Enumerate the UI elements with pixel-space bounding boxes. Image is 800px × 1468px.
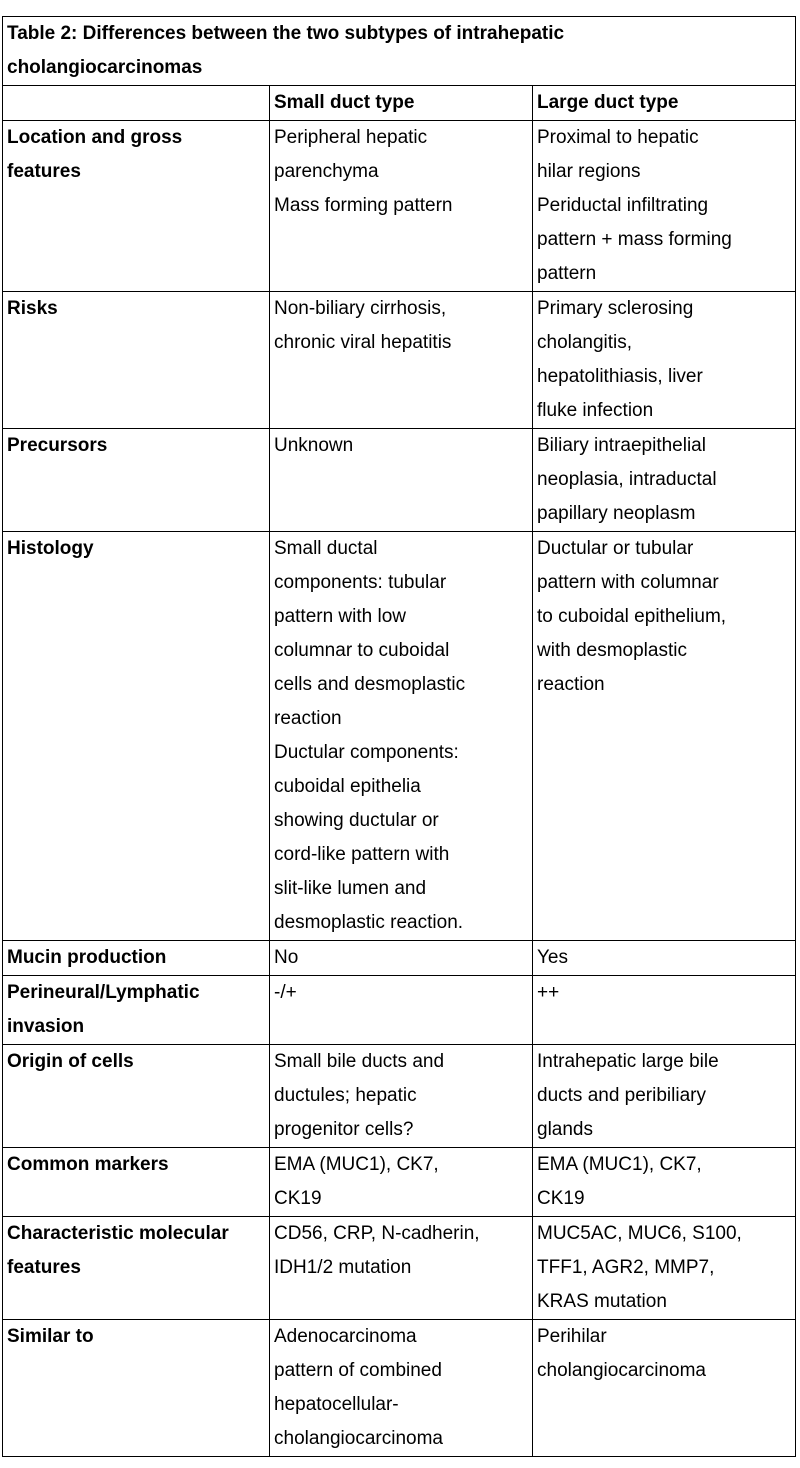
comparison-table (2, 16, 796, 1457)
small-duct-cell (270, 121, 533, 292)
cell-text-line: fluke infection (537, 400, 654, 421)
cell-text-line: Ductular or tubular (537, 538, 694, 559)
large-duct-cell (533, 1045, 796, 1148)
cell-text-line: neoplasia, intraductal (537, 469, 717, 490)
cell-text-line: KRAS mutation (537, 1291, 667, 1312)
cell-text-line: Origin of cells (7, 1051, 134, 1072)
cell-text-line: Periductal infiltrating (537, 195, 709, 216)
table-row (3, 532, 796, 941)
large-duct-cell (533, 1217, 796, 1320)
cell-text-line: pattern of combined (274, 1360, 442, 1381)
cell-text-line: Location and gross (7, 127, 183, 148)
table-row (3, 941, 796, 976)
cell-text-line: cells and desmoplastic (274, 674, 466, 695)
large-duct-cell (533, 1148, 796, 1217)
cell-text-line: Similar to (7, 1326, 94, 1347)
table-row (3, 1320, 796, 1457)
cell-text-line: invasion (7, 1016, 85, 1037)
cell-text-line: columnar to cuboidal (274, 640, 450, 661)
cell-text-line: cholangiocarcinoma (537, 1360, 706, 1381)
cell-text-line: parenchyma (274, 161, 379, 182)
table-row (3, 121, 796, 292)
cell-text-line: Mass forming pattern (274, 195, 453, 216)
cell-text-line: pattern with low (274, 606, 407, 627)
large-duct-cell (533, 121, 796, 292)
cell-text-line: Perihilar (537, 1326, 607, 1347)
small-duct-cell (270, 941, 533, 976)
cell-text-line: No (274, 947, 299, 968)
cell-text-line: Non-biliary cirrhosis, (274, 298, 447, 319)
cell-text-line: Perineural/Lymphatic (7, 982, 200, 1003)
small-duct-cell (270, 292, 533, 429)
cell-text-line: hilar regions (537, 161, 641, 182)
cell-text-line: Adenocarcinoma (274, 1326, 417, 1347)
cell-text-line: pattern (537, 263, 597, 284)
cell-text-line: Intrahepatic large bile (537, 1051, 719, 1072)
header-cell-empty (3, 86, 270, 121)
cell-text-line: IDH1/2 mutation (274, 1257, 412, 1278)
cell-text-line: cholangiocarcinoma (274, 1428, 443, 1449)
cell-text-line: ducts and peribiliary (537, 1085, 706, 1106)
cell-text-line: Histology (7, 538, 94, 559)
cell-text-line: features (7, 1257, 81, 1278)
cell-text-line: chronic viral hepatitis (274, 332, 452, 353)
cell-text-line: cord-like pattern with (274, 844, 450, 865)
header-row (3, 86, 796, 121)
cell-text-line: Yes (537, 947, 568, 968)
cell-text-line: Risks (7, 298, 58, 319)
row-label-cell (3, 292, 270, 429)
small-duct-cell (270, 532, 533, 941)
cell-text-line: MUC5AC, MUC6, S100, (537, 1223, 742, 1244)
cell-text-line: showing ductular or (274, 810, 439, 831)
cell-text-line: Peripheral hepatic (274, 127, 428, 148)
cell-text-line: to cuboidal epithelium, (537, 606, 727, 627)
table-row (3, 1217, 796, 1320)
cell-text-line: Proximal to hepatic (537, 127, 699, 148)
cell-text-line: ++ (537, 982, 560, 1003)
cell-text-line: Characteristic molecular (7, 1223, 229, 1244)
header-cell-small-duct: Small duct type (270, 86, 533, 121)
table-row (3, 1148, 796, 1217)
small-duct-cell (270, 1320, 533, 1457)
cell-text-line: Biliary intraepithelial (537, 435, 706, 456)
small-duct-cell (270, 1217, 533, 1320)
cell-text-line: TFF1, AGR2, MMP7, (537, 1257, 715, 1278)
cell-text-line: Ductular components: (274, 742, 459, 763)
table-title (3, 17, 796, 86)
cell-text-line: reaction (537, 674, 605, 695)
cell-text-line: EMA (MUC1), CK7, (274, 1154, 439, 1175)
row-label-cell (3, 941, 270, 976)
row-label-cell (3, 1045, 270, 1148)
cell-text-line: features (7, 161, 81, 182)
cell-text-line: CK19 (274, 1188, 322, 1209)
cell-text-line: hepatocellular- (274, 1394, 399, 1415)
table-row (3, 292, 796, 429)
row-label-cell (3, 429, 270, 532)
large-duct-cell (533, 292, 796, 429)
row-label-cell (3, 1148, 270, 1217)
large-duct-cell (533, 1320, 796, 1457)
cell-text-line: pattern with columnar (537, 572, 719, 593)
row-label-cell (3, 532, 270, 941)
cell-text-line: desmoplastic reaction. (274, 912, 464, 933)
small-duct-cell (270, 1148, 533, 1217)
cell-text-line: Primary sclerosing (537, 298, 694, 319)
small-duct-cell (270, 429, 533, 532)
large-duct-cell (533, 976, 796, 1045)
cell-text-line: pattern + mass forming (537, 229, 732, 250)
row-label-cell (3, 1217, 270, 1320)
cell-text-line: components: tubular (274, 572, 447, 593)
cell-text-line: Small bile ducts and (274, 1051, 445, 1072)
small-duct-cell (270, 976, 533, 1045)
table-row (3, 1045, 796, 1148)
cell-text-line: Mucin production (7, 947, 167, 968)
large-duct-cell (533, 532, 796, 941)
cell-text-line: Small ductal (274, 538, 378, 559)
cell-text-line: progenitor cells? (274, 1119, 414, 1140)
cell-text-line: cuboidal epithelia (274, 776, 421, 797)
cell-text-line: Unknown (274, 435, 354, 456)
row-label-cell (3, 976, 270, 1045)
table-row (3, 429, 796, 532)
small-duct-cell (270, 1045, 533, 1148)
header-cell-large-duct: Large duct type (533, 86, 796, 121)
cell-text-line: slit-like lumen and (274, 878, 427, 899)
large-duct-cell (533, 941, 796, 976)
cell-text-line: hepatolithiasis, liver (537, 366, 703, 387)
cell-text-line: with desmoplastic (537, 640, 687, 661)
large-duct-cell (533, 429, 796, 532)
table-title-line: cholangiocarcinomas (7, 57, 203, 78)
cell-text-line: papillary neoplasm (537, 503, 696, 524)
table-row (3, 976, 796, 1045)
cell-text-line: glands (537, 1119, 593, 1140)
row-label-cell (3, 1320, 270, 1457)
cell-text-line: EMA (MUC1), CK7, (537, 1154, 702, 1175)
row-label-cell (3, 121, 270, 292)
cell-text-line: reaction (274, 708, 342, 729)
cell-text-line: CK19 (537, 1188, 585, 1209)
cell-text-line: Common markers (7, 1154, 169, 1175)
cell-text-line: CD56, CRP, N-cadherin, (274, 1223, 480, 1244)
cell-text-line: -/+ (274, 982, 297, 1003)
cell-text-line: Precursors (7, 435, 108, 456)
cell-text-line: ductules; hepatic (274, 1085, 417, 1106)
title-row (3, 17, 796, 86)
table-title-line: Table 2: Differences between the two subtypes of intrahepatic (7, 23, 565, 44)
cell-text-line: cholangitis, (537, 332, 633, 353)
table-body (3, 121, 796, 1457)
